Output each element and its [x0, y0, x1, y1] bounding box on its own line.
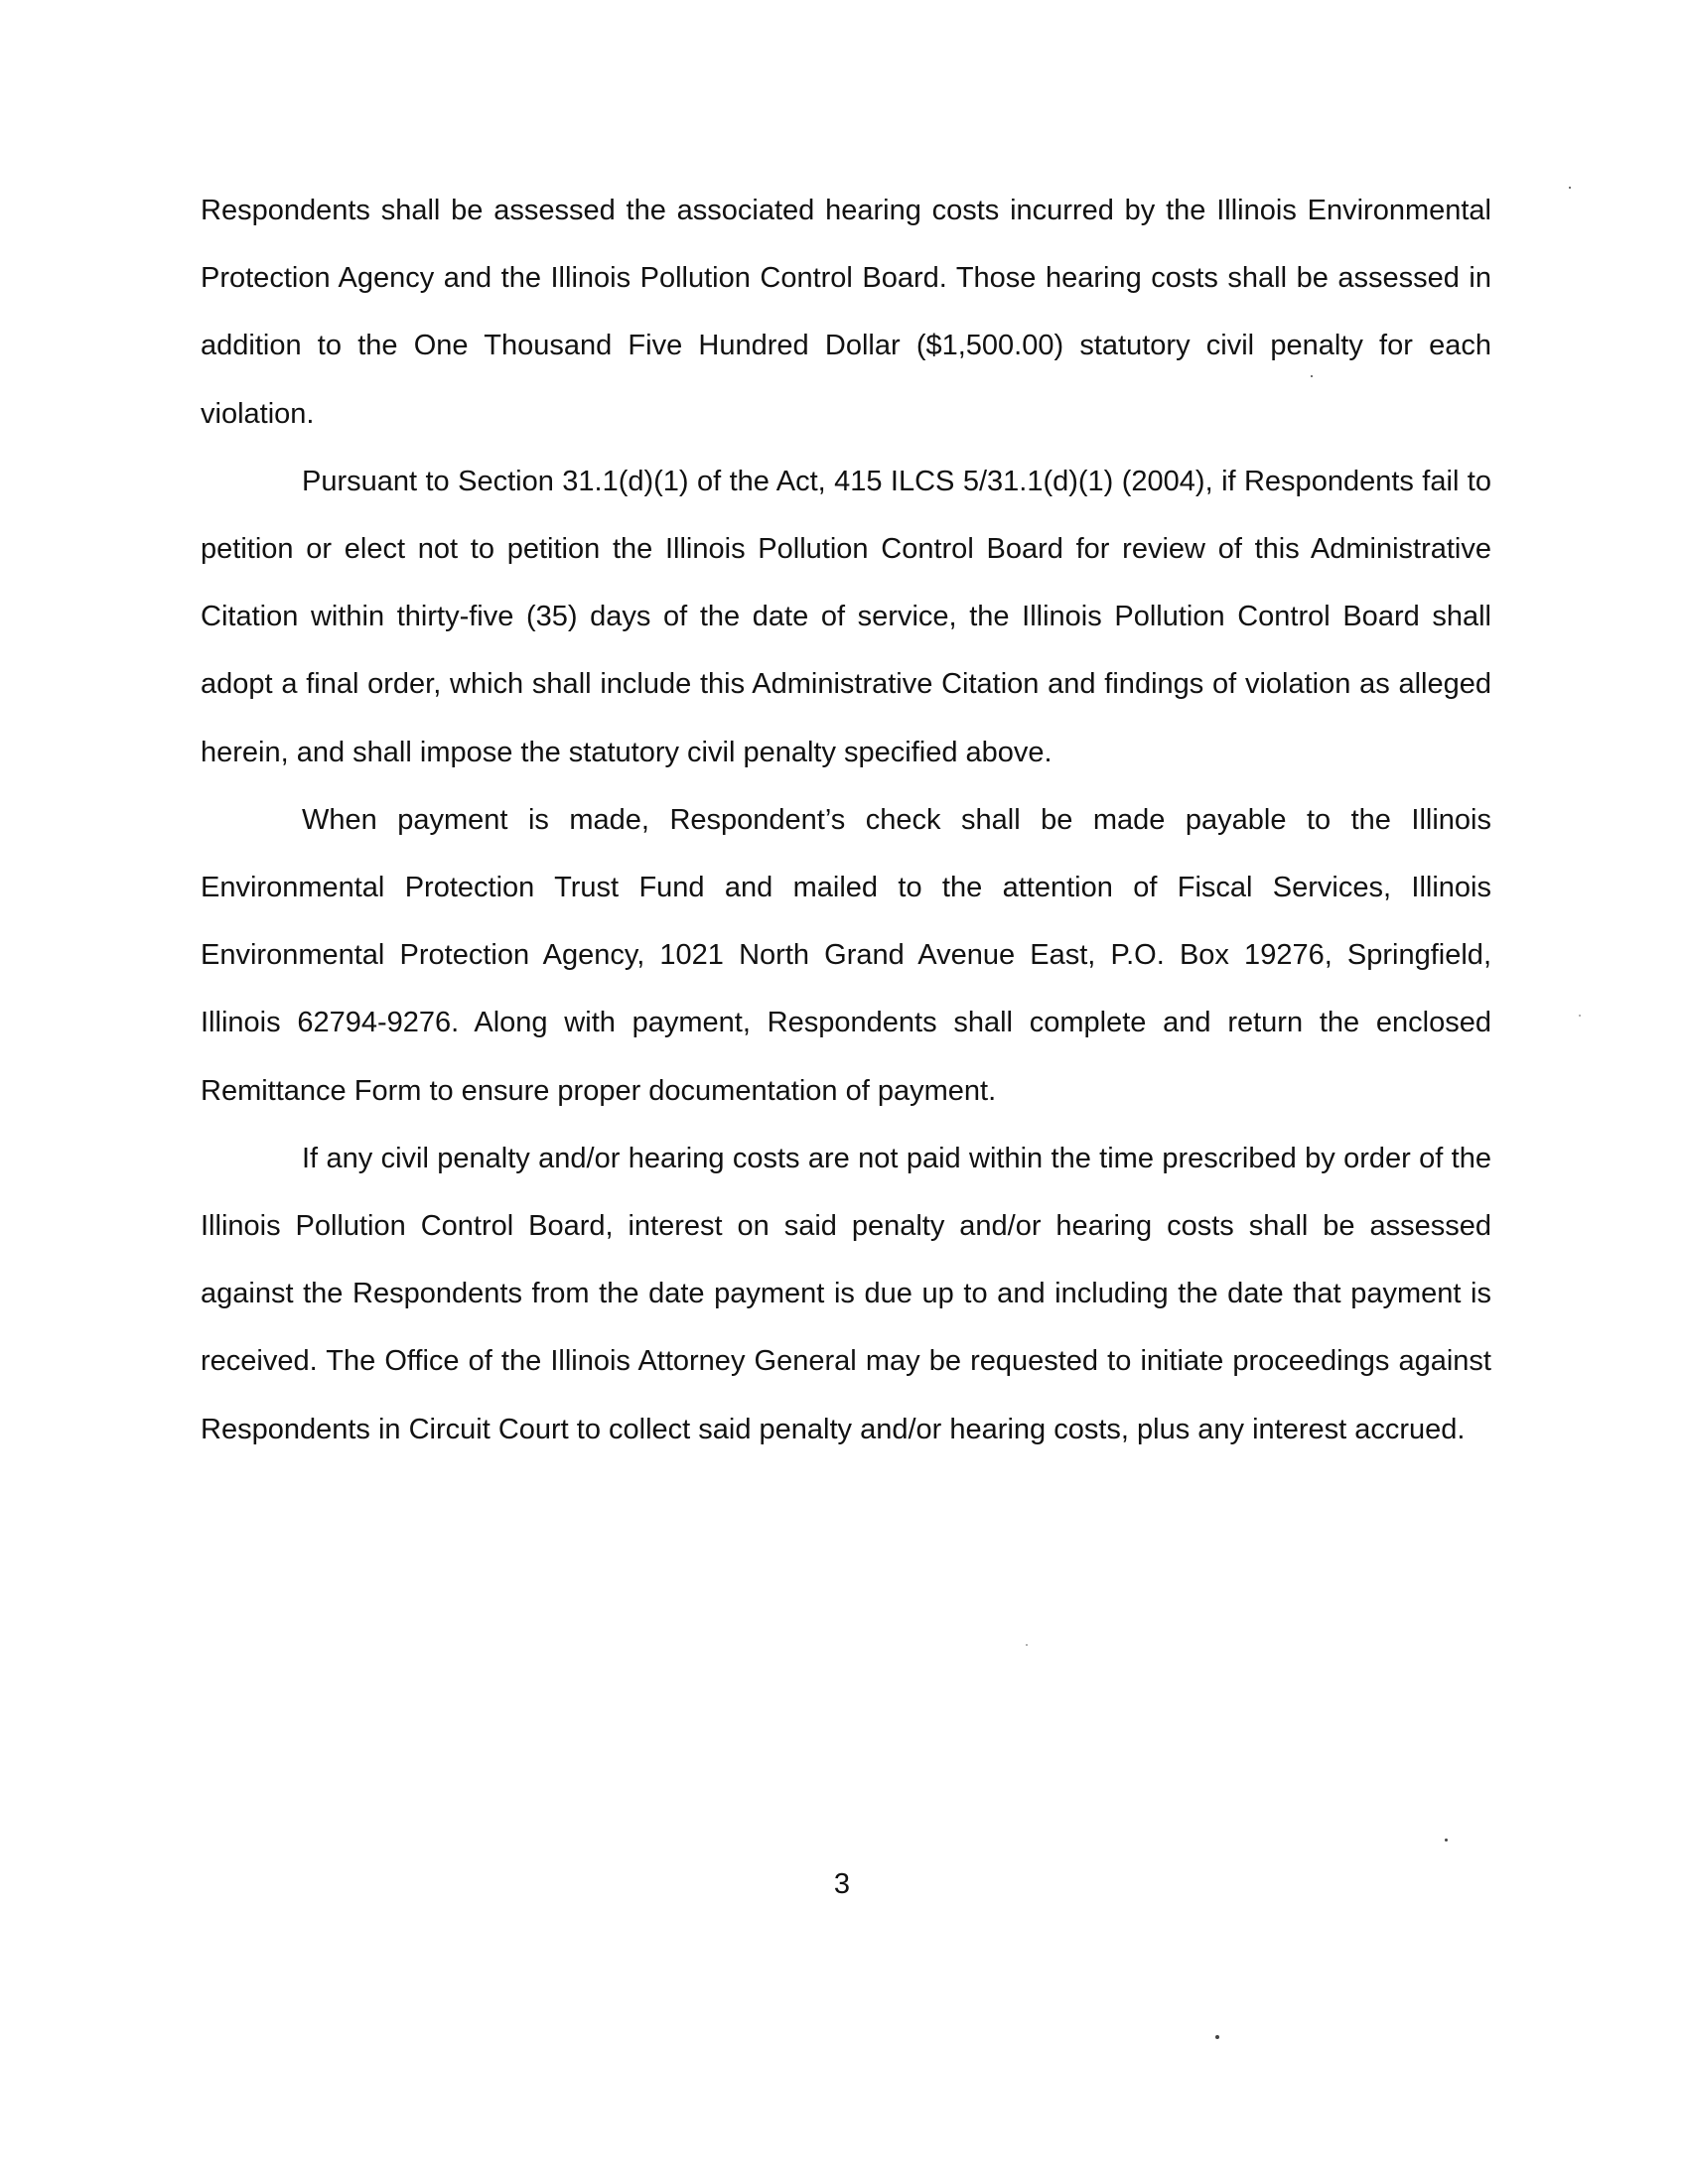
- document-body: [201, 177, 1491, 1463]
- scan-speck: [1215, 2035, 1219, 2039]
- paragraph-interest-collection: If any civil penalty and/or hearing costs are not paid within the time prescribed by order of the Illinois Pollution Control Board, interest on said penalty and/or hearing costs shall be assessed against the Respondents from the date payment is due up to and including the date that payment is received. The Office of the Illinois Attorney General may be requested to initiate proceedings against Respondents in Circuit Court to collect said penalty and/or hearing costs, plus any interest accrued.: [201, 1142, 1491, 1445]
- scan-speck: [1569, 187, 1571, 189]
- paragraph-hearing-costs: Respondents shall be assessed the associated hearing costs incurred by the Illinois Environmental Protection Agency and the Illinois Pollution Control Board. Those hearing costs shall be assessed in addition to the One Thousand Five Hundred Dollar ($1,500.00) statutory civil penalty for each violation.: [201, 195, 1491, 430]
- scan-speck: [1445, 1839, 1448, 1842]
- page-number: 3: [833, 1868, 851, 1900]
- paragraph-payment-instructions: When payment is made, Respondent’s check shall be made payable to the Illinois Environmental Protection Trust Fund and mailed to the attention of Fiscal Services, Illinois Environmental Protection Agency, 1021 North Grand Avenue East, P.O. Box 19276, Springfield, Illinois 62794-9276. Along with payment, Respondents shall complete and return the enclosed Remittance Form to ensure proper documentation of payment.: [201, 803, 1491, 1107]
- scan-speck: [1579, 1015, 1581, 1017]
- scan-speck: [1026, 1644, 1028, 1646]
- scan-speck: [1311, 375, 1313, 377]
- paragraph-final-order: Pursuant to Section 31.1(d)(1) of the Act, 415 ILCS 5/31.1(d)(1) (2004), if Respondents fail to petition or elect not to petition the Illinois Pollution Control Board for review of this Administrative Citation within thirty-five (35) days of the date of service, the Illinois Pollution Control Board shall adopt a final order, which shall include this Administrative Citation and findings of violation as alleged herein, and shall impose the statutory civil penalty specified above.: [201, 465, 1491, 768]
